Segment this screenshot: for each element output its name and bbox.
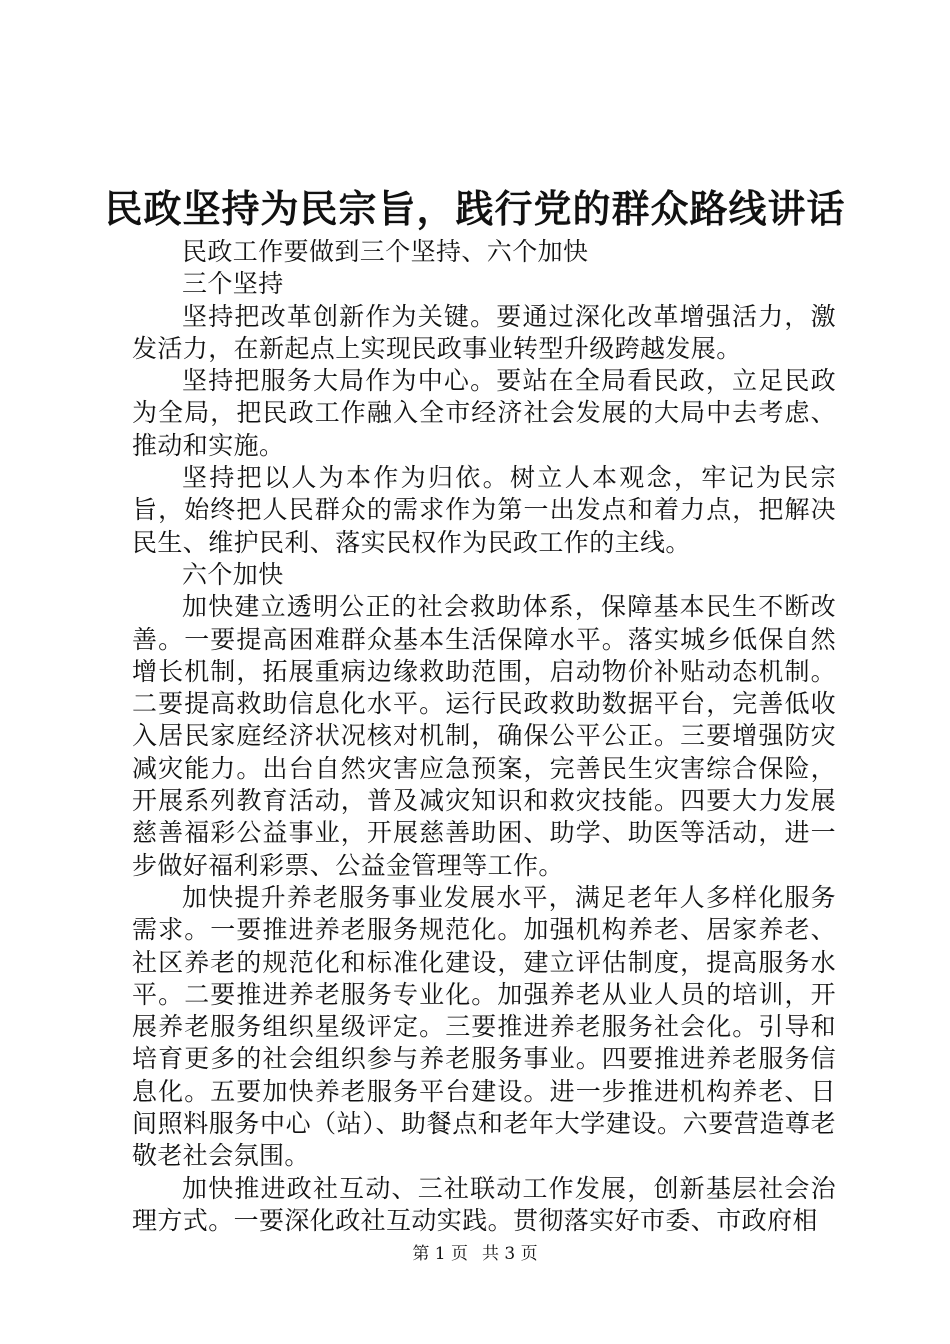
subtitle-line: 民政工作要做到三个坚持、六个加快 [182, 237, 589, 266]
page-total: 共 3 页 [482, 1244, 538, 1264]
section-heading-six-accelerate: 六个加快 [182, 559, 284, 589]
paragraph: 加快提升养老服务事业发展水平，满足老年人多样化服务需求。一要推进养老服务规范化。加强机构养老、居家养老、社区养老的规范化和标准化建设，建立评估制度，提高服务水平。二要推进养老服务专业化。加强养老从业人员的培训，开展养老服务组织星级评定。三要推进养老服务社会化。引导和培育更多的社会组织参与养老服务事业。四要推进养老服务信息化。五要加快养老服务平台建设。进一步推进机构养老、日间照料服务中心（站）、助餐点和老年大学建设。六要营造尊老敬老社会氛围。 [132, 882, 836, 1171]
page-footer [0, 1242, 950, 1266]
document-body [132, 236, 836, 1237]
paragraph: 坚持把服务大局作为中心。要站在全局看民政，立足民政为全局，把民政工作融入全市经济社会发展的大局中去考虑、推动和实施。 [132, 366, 836, 460]
section-heading-three-persist: 三个坚持 [182, 269, 284, 299]
paragraph: 加快建立透明公正的社会救助体系，保障基本民生不断改善。一要提高困难群众基本生活保障水平。落实城乡低保自然增长机制，拓展重病边缘救助范围，启动物价补贴动态机制。二要提高救助信息化水平。运行民政救助数据平台，完善低收入居民家庭经济状况核对机制，确保公平公正。三要增强防灾减灾能力。出台自然灾害应急预案，完善民生灾害综合保险，开展系列教育活动，普及减灾知识和救灾技能。四要大力发展慈善福彩公益事业，开展慈善助困、助学、助医等活动，进一步做好福利彩票、公益金管理等工作。 [132, 592, 836, 880]
paragraph: 坚持把以人为本作为归依。树立人本观念，牢记为民宗旨，始终把人民群众的需求作为第一出发点和着力点，把解决民生、维护民利、落实民权作为民政工作的主线。 [132, 463, 836, 557]
paragraph: 加快推进政社互动、三社联动工作发展，创新基层社会治理方式。一要深化政社互动实践。贯彻落实好市委、市政府相 [132, 1173, 836, 1235]
paragraph: 坚持把改革创新作为关键。要通过深化改革增强活力，激发活力，在新起点上实现民政事业转型升级跨越发展。 [132, 301, 836, 363]
page-number: 第 1 页 [412, 1244, 468, 1264]
document-title: 民政坚持为民宗旨，践行党的群众路线讲话 [104, 186, 846, 231]
